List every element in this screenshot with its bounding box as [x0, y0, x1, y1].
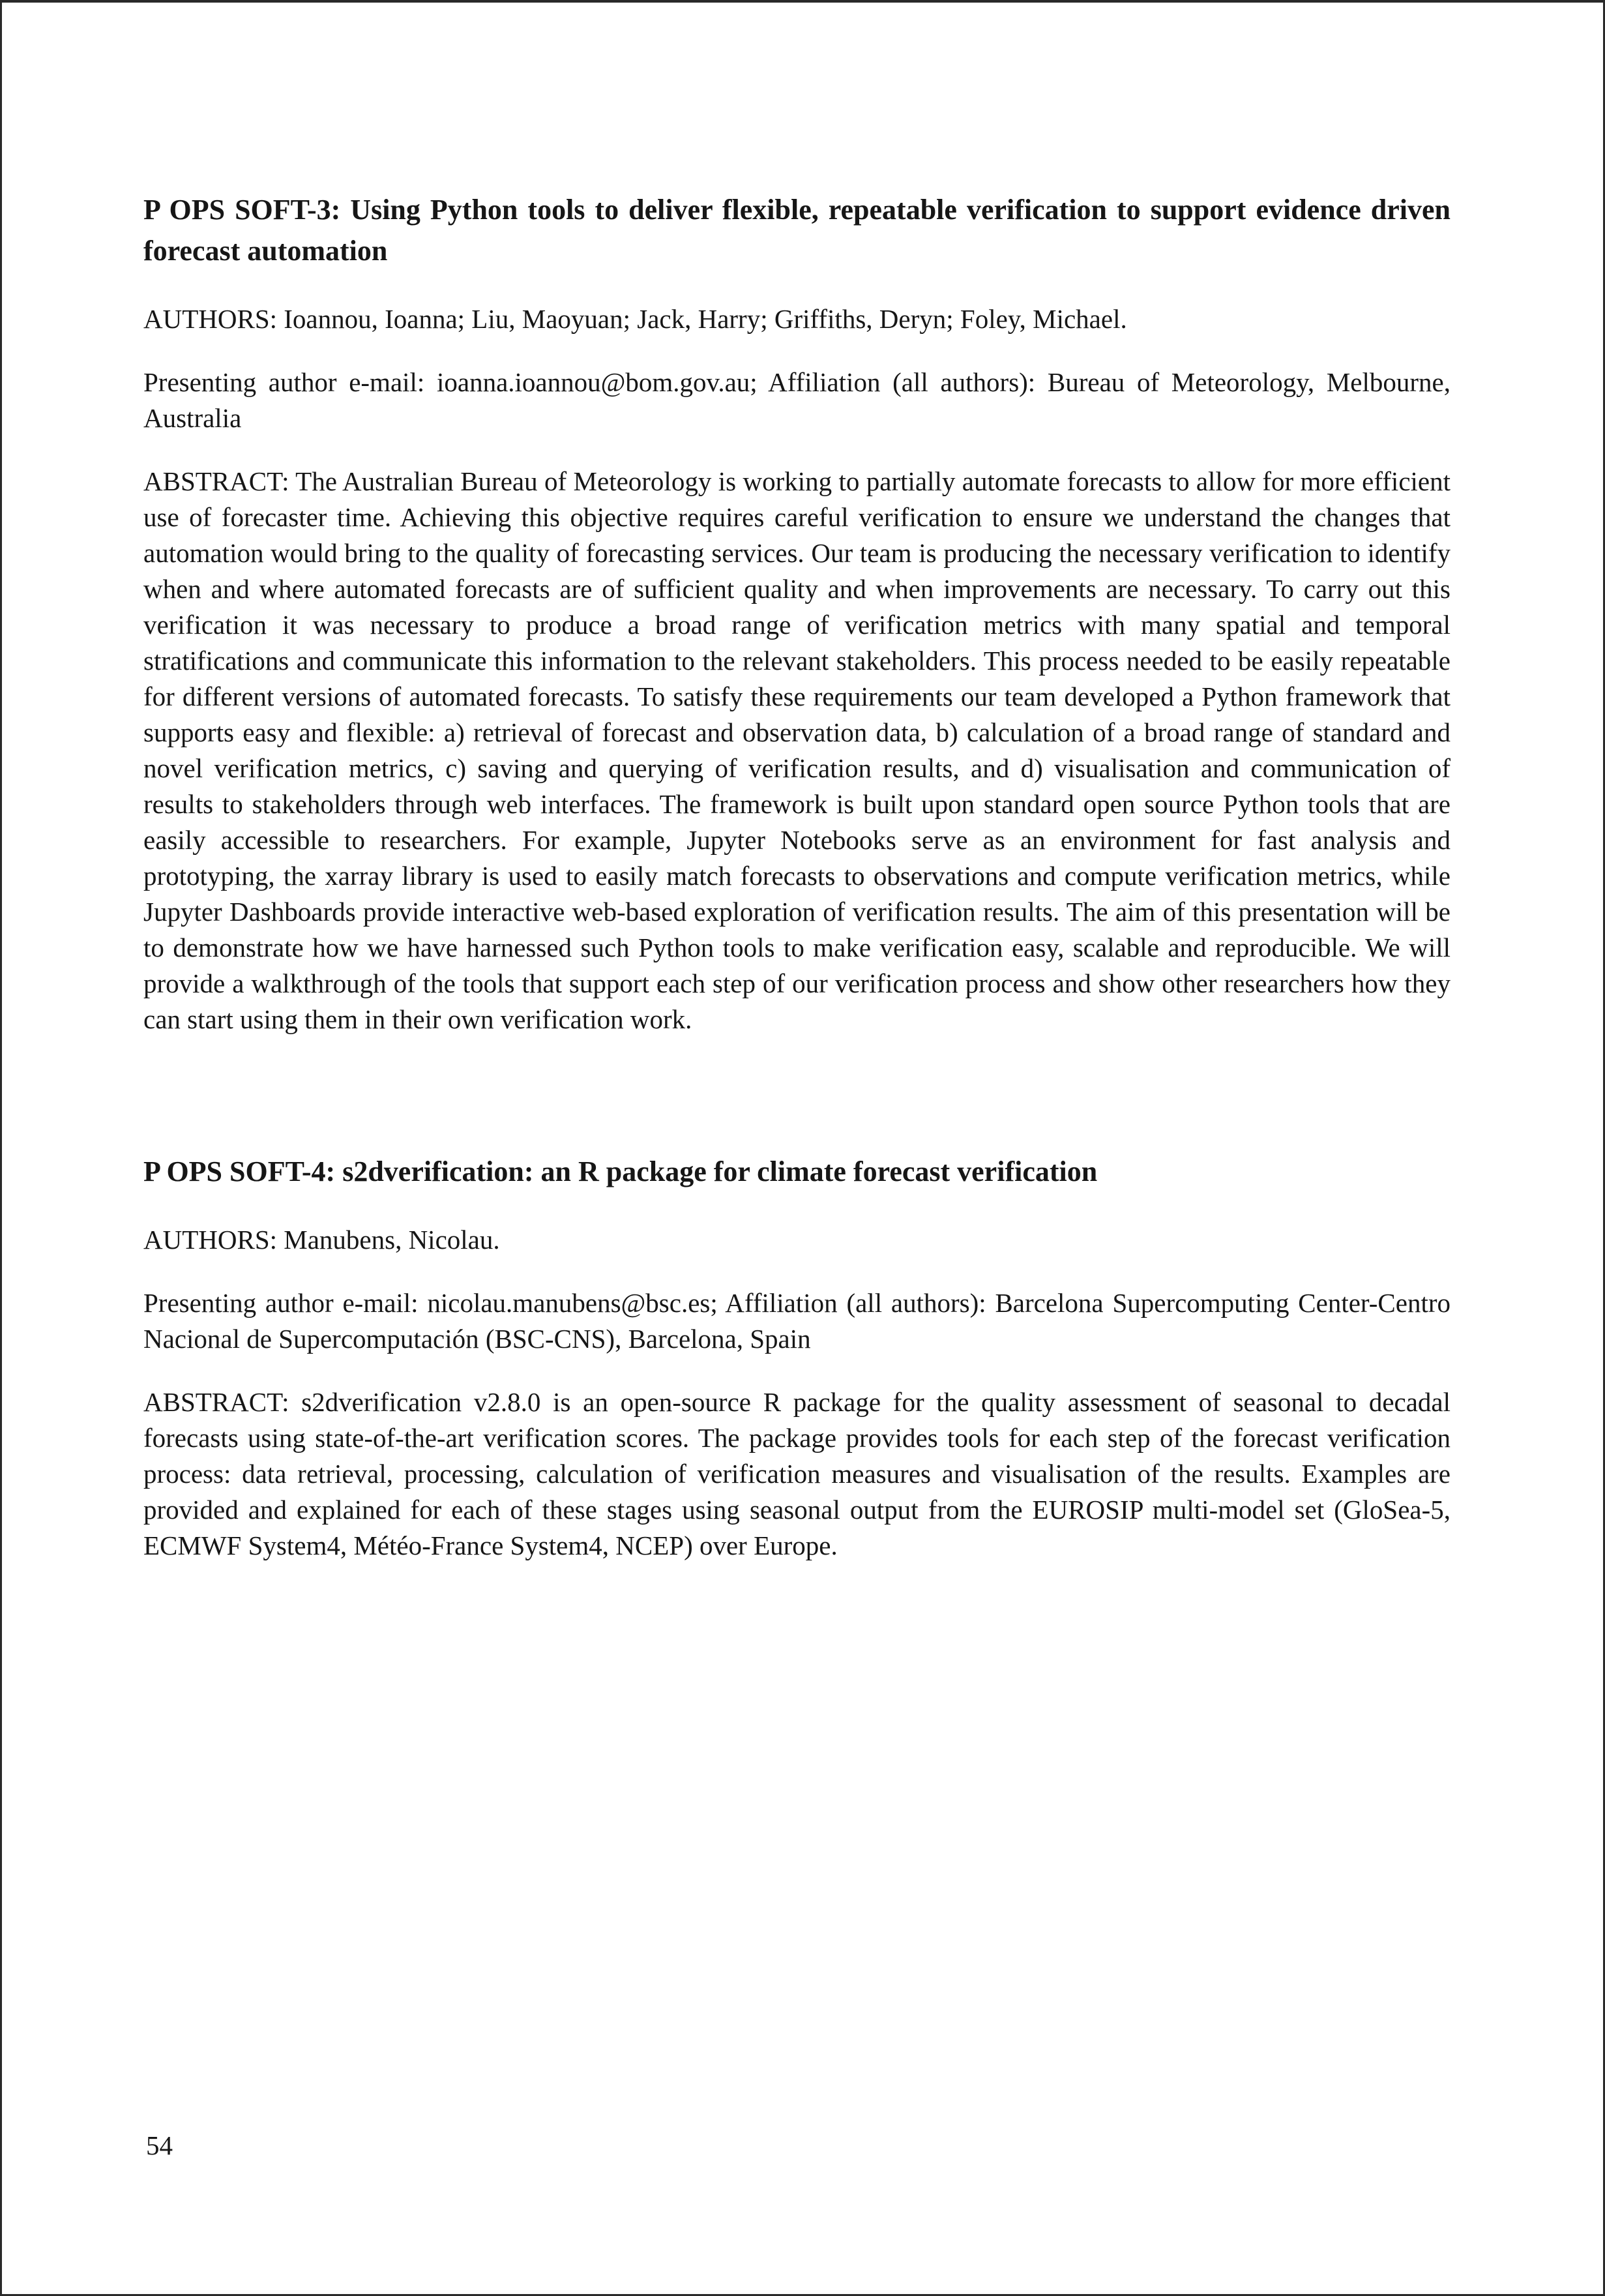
abstract-title: P OPS SOFT-4: s2dverification: an R package for climate forecast verification — [143, 1155, 1098, 1187]
abstract-contact: Presenting author e-mail: nicolau.manubens@bsc.es; Affiliation (all authors): Barcelona Supercomputing Center-Centro Nacional de Supercomputación (BSC-CNS), Barcelona, Spain — [143, 1288, 1450, 1354]
abstract-contact: Presenting author e-mail: ioanna.ioannou@bom.gov.au; Affiliation (all authors): Bureau of Meteorology, Melbourne, Australia — [143, 367, 1450, 433]
abstract-authors: AUTHORS: Ioannou, Ioanna; Liu, Maoyuan; Jack, Harry; Griffiths, Deryn; Foley, Michael. — [143, 304, 1127, 334]
abstract-ops-soft-4 — [143, 1151, 1450, 1564]
abstract-body: ABSTRACT: s2dverification v2.8.0 is an open-source R package for the quality assessment of seasonal to decadal forecasts using state-of-the-art verification scores. The package provides tools for each step of the forecast verification process: data retrieval, processing, calculation of verification measures and visualisation of the results. Examples are provided and explained for each of these stages using seasonal output from the EUROSIP multi-model set (GloSea-5, ECMWF System4, Météo-France System4, NCEP) over Europe. — [143, 1387, 1450, 1560]
page-content — [143, 189, 1450, 1564]
page-number: 54 — [146, 2130, 173, 2160]
abstract-authors: AUTHORS: Manubens, Nicolau. — [143, 1225, 500, 1255]
abstract-ops-soft-3 — [143, 189, 1450, 1037]
abstract-body: ABSTRACT: The Australian Bureau of Meteorology is working to partially automate forecasts to allow for more efficient use of forecaster time. Achieving this objective requires careful verification to ensure we understand the changes that automation would bring to the quality of forecasting services. Our team is producing the necessary verification to identify when and where automated forecasts are of sufficient quality and when improvements are necessary. To carry out this verification it was necessary to produce a broad range of verification metrics with many spatial and temporal stratifications and communicate this information to the relevant stakeholders. This process needed to be easily repeatable for different versions of automated forecasts. To satisfy these requirements our team developed a Python framework that supports easy and flexible: a) retrieval of forecast and observation data, b) calculation of a broad range of standard and novel verification metrics, c) saving and querying of verification results, and d) visualisation and communication of results to stakeholders through web interfaces. The framework is built upon standard open source Python tools that are easily accessible to researchers. For example, Jupyter Notebooks serve as an environment for fast analysis and prototyping, the xarray library is used to easily match forecasts to observations and compute verification metrics, while Jupyter Dashboards provide interactive web-based exploration of verification results. The aim of this presentation will be to demonstrate how we have harnessed such Python tools to make verification easy, scalable and reproducible. We will provide a walkthrough of the tools that support each step of our verification process and show other researchers how they can start using them in their own verification work. — [143, 466, 1450, 1034]
abstract-title: P OPS SOFT-3: Using Python tools to deliver flexible, repeatable verification to support evidence driven forecast automation — [143, 194, 1450, 267]
